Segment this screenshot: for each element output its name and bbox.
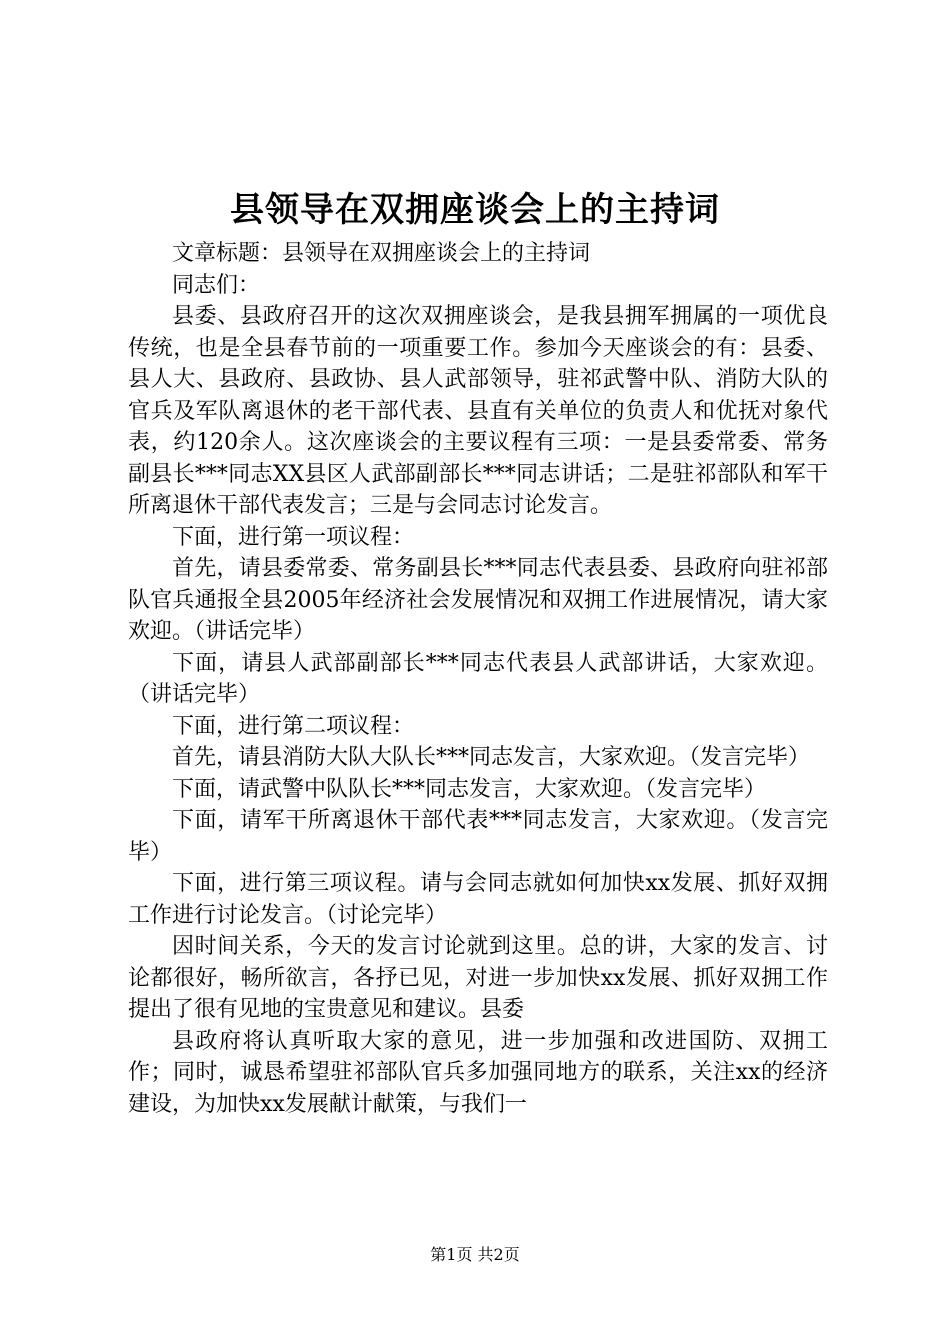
paragraph-closing: 县政府将认真听取大家的意见，进一步加强和改进国防、双拥工作；同时，诚恳希望驻祁部队官兵多加强同地方的联系，关注xx的经济建设，为加快xx发展献计献策，与我们一 — [128, 1028, 828, 1117]
document-body — [128, 238, 828, 1120]
paragraph-salutation: 同志们： — [172, 272, 261, 298]
paragraph-speech-3: 首先，请县消防大队大队长***同志发言，大家欢迎。（发言完毕） — [172, 745, 811, 770]
document-title: 县领导在双拥座谈会上的主持词 — [230, 190, 720, 230]
paragraph-agenda-2: 下面，进行第二项议程： — [172, 713, 415, 739]
paragraph-speech-4: 下面，请武警中队队长***同志发言，大家欢迎。（发言完毕） — [172, 776, 767, 802]
paragraph-summary: 因时间关系，今天的发言讨论就到这里。总的讲，大家的发言、讨论都很好，畅所欲言，各抒已见，对进一步加快xx发展、抓好双拥工作提出了很有见地的宝贵意见和建议。县委 — [128, 934, 828, 1022]
paragraph-article-title: 文章标题：县领导在双拥座谈会上的主持词 — [172, 241, 591, 266]
page-footer: 第1页 共2页 — [430, 1245, 520, 1264]
paragraph-intro: 县委、县政府召开的这次双拥座谈会，是我县拥军拥属的一项优良传统，也是全县春节前的一项重要工作。参加今天座谈会的有：县委、县人大、县政府、县政协、县人武部领导，驻祁武警中队、消防大队的官兵及军队离退休的老干部代表、县直有关单位的负责人和优抚对象代表，约120余人。这次座谈会的主要议程有三项：一是县委常委、常务副县长***同志XX县区人武部副部长***同志讲话；二是驻祁部队和军干所离退休干部代表发言；三是与会同志讨论发言。 — [128, 304, 828, 518]
paragraph-agenda-1: 下面，进行第一项议程： — [172, 524, 415, 550]
paragraph-speech-2: 下面，请县人武部副部长***同志代表县人武部讲话，大家欢迎。（讲话完毕） — [128, 650, 828, 707]
paragraph-speech-5: 下面，请军干所离退休干部代表***同志发言，大家欢迎。（发言完毕） — [128, 808, 828, 865]
paragraph-agenda-3: 下面，进行第三项议程。请与会同志就如何加快xx发展、抓好双拥工作进行讨论发言。（讨论完毕） — [128, 871, 828, 928]
paragraph-speech-1: 首先，请县委常委、常务副县长***同志代表县委、县政府向驻祁部队官兵通报全县2005年经济社会发展情况和双拥工作进展情况，请大家欢迎。（讲话完毕） — [128, 556, 828, 644]
